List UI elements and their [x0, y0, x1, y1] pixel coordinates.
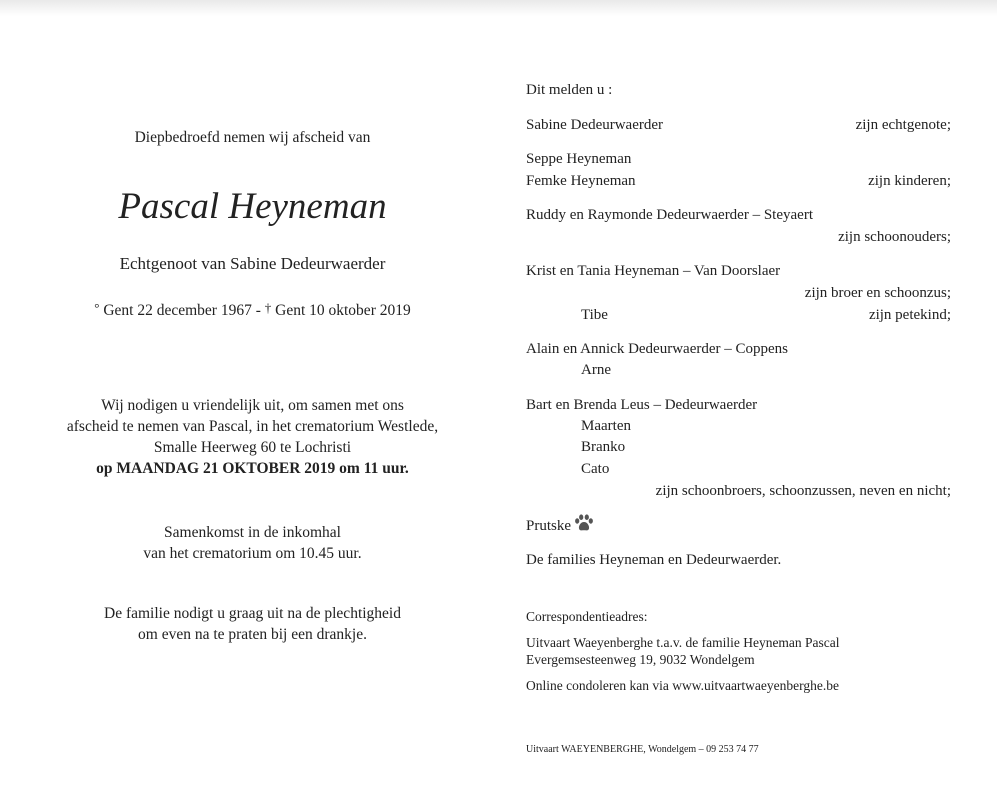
- invite-line-2: afscheid te nemen van Pascal, in het crematorium Westlede,: [66, 418, 439, 435]
- child-2: Femke Heyneman: [526, 173, 636, 189]
- address-line-2: Evergemsesteenweg 19, 9032 Wondelgem: [526, 652, 755, 667]
- spouse-relation: zijn echtgenote;: [855, 117, 951, 133]
- funeral-home-footer: Uitvaart WAEYENBERGHE, Wondelgem – 09 253 74 77: [526, 744, 759, 755]
- ceremony-date: op MAANDAG 21 OKTOBER 2019 om 11 uur.: [96, 460, 409, 477]
- family-1-child: Arne: [581, 362, 611, 378]
- family-2-names: Bart en Brenda Leus – Dedeurwaerder: [526, 397, 758, 413]
- birth-symbol: °: [94, 300, 100, 315]
- spouse-line: Echtgenoot van Sabine Dedeurwaerder: [119, 254, 386, 273]
- invite-line-3: Smalle Heerweg 60 te Lochristi: [153, 439, 352, 456]
- godchild-name: Tibe: [581, 307, 608, 323]
- online-condolence: Online condoleren kan via www.uitvaartwaeyenberghe.be: [526, 678, 840, 693]
- family-1-names: Alain en Annick Dedeurwaerder – Coppens: [526, 341, 789, 357]
- death-date: Gent 10 oktober 2019: [275, 302, 411, 319]
- spouse-name: Sabine Dedeurwaerder: [526, 117, 664, 133]
- siblings-relation: zijn schoonbroers, schoonzussen, neven en nicht;: [655, 483, 951, 499]
- intro-text: Diepbedroefd nemen wij afscheid van: [134, 129, 371, 146]
- families-signoff: De families Heyneman en Dedeurwaerder.: [526, 552, 782, 568]
- inlaws-names: Ruddy en Raymonde Dedeurwaerder – Steyaert: [526, 207, 813, 223]
- brother-relation: zijn broer en schoonzus;: [804, 285, 951, 301]
- children-relation: zijn kinderen;: [868, 173, 951, 189]
- godchild-relation: zijn petekind;: [868, 307, 951, 323]
- child-1: Seppe Heyneman: [526, 151, 632, 167]
- gathering-line-2: van het crematorium om 10.45 uur.: [143, 545, 362, 562]
- brother-names: Krist en Tania Heyneman – Van Doorslaer: [526, 263, 781, 279]
- reception-line-2: om even na te praten bij een drankje.: [138, 626, 367, 643]
- pet-name: Prutske: [526, 518, 571, 534]
- address-line-1: Uitvaart Waeyenberghe t.a.v. de familie Heyneman Pascal: [526, 635, 840, 650]
- family-2-child-1: Maarten: [581, 418, 631, 434]
- cross-symbol: †: [264, 300, 272, 315]
- announce-text: Dit melden u :: [526, 82, 613, 98]
- deceased-name: Pascal Heyneman: [118, 186, 387, 227]
- birth-date: Gent 22 december 1967 -: [103, 302, 261, 319]
- pet-line: [526, 514, 594, 538]
- inlaws-relation: zijn schoonouders;: [838, 229, 951, 245]
- correspondence-label: Correspondentieadres:: [526, 609, 648, 624]
- gathering-line-1: Samenkomst in de inkomhal: [164, 524, 341, 541]
- invite-line-1: Wij nodigen u vriendelijk uit, om samen met ons: [101, 397, 404, 414]
- paw-print-icon: [574, 514, 594, 538]
- family-2-child-2: Branko: [581, 439, 626, 455]
- family-2-child-3: Cato: [581, 461, 610, 477]
- reception-line-1: De familie nodigt u graag uit na de plechtigheid: [104, 605, 401, 622]
